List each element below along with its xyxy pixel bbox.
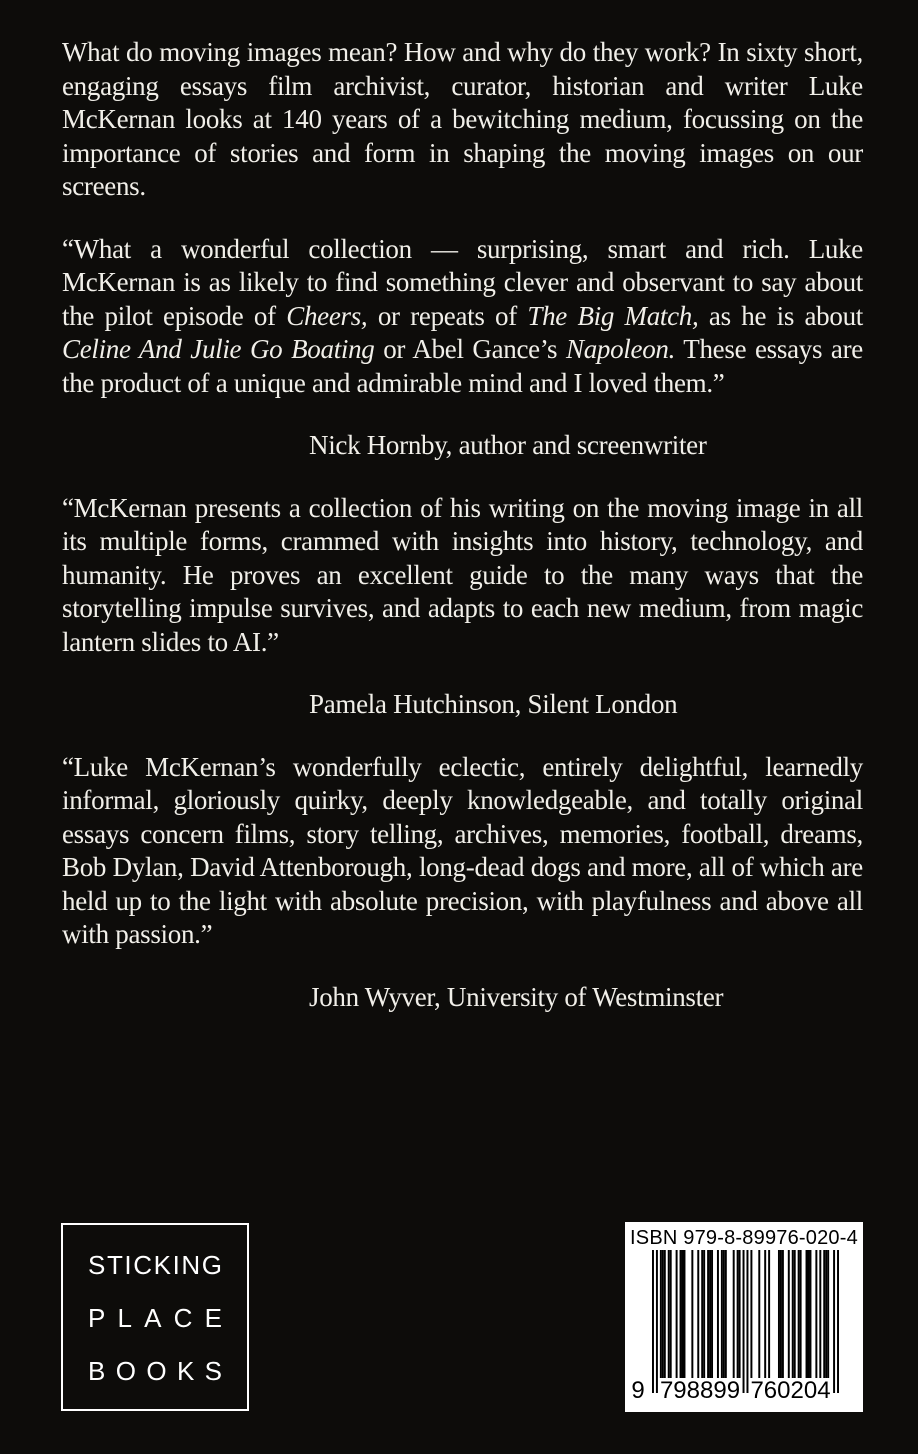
back-cover-text: [62, 36, 863, 1043]
logo-letter: C: [173, 1303, 193, 1333]
logo-letter: E: [204, 1303, 222, 1333]
logo-letter: P: [88, 1303, 106, 1333]
text-segment: “What a wonderful collection — surprising, smart and rich. Luke McKernan is as likely to find something clever and observant to say about the pilot episode of: [62, 233, 863, 331]
logo-letter: O: [146, 1356, 167, 1386]
barcode-bar: [707, 1250, 709, 1382]
barcode-bar: [670, 1250, 672, 1382]
barcode-bar: [768, 1250, 770, 1382]
barcode-bar: [798, 1250, 800, 1382]
italic-title-segment: The Big Match,: [527, 300, 699, 331]
barcode-bar: [664, 1250, 666, 1382]
barcode-bar: [808, 1250, 810, 1382]
barcode-bar: [823, 1250, 825, 1382]
barcode-bar: [739, 1250, 741, 1382]
barcode-bar: [746, 1250, 748, 1393]
barcode-bar: [725, 1250, 727, 1382]
barcode-bar: [697, 1250, 699, 1382]
logo-letter: S: [88, 1250, 106, 1280]
barcode-bar: [721, 1250, 723, 1382]
barcode-bar: [750, 1250, 752, 1382]
barcode-bar: [792, 1250, 794, 1382]
barcode-bar: [701, 1250, 703, 1382]
text-segment: or Abel Gance’s: [374, 334, 566, 364]
text-segment: “McKernan presents a collection of his writing on the moving image in all its multiple forms, crammed with insights into history, technology, and humanity. He proves an excellent guide to the many ways that the storytelling impulse survives, and adapts to each new medium, from magic lantern slides to AI.”: [62, 492, 863, 657]
barcode-digit-first: 9: [631, 1377, 645, 1404]
barcode-bar: [656, 1250, 658, 1393]
logo-letter: S: [204, 1356, 222, 1386]
barcode-bar: [764, 1250, 766, 1382]
logo-letter: A: [144, 1303, 162, 1333]
quote-john-wyver: [62, 751, 863, 952]
barcode-bar: [668, 1250, 670, 1382]
text-segment: or repeats of: [367, 300, 528, 331]
italic-title-segment: Cheers,: [286, 300, 368, 331]
logo-letter: K: [176, 1356, 195, 1386]
logo-letter: T: [106, 1250, 123, 1280]
barcode-bar: [652, 1250, 654, 1393]
barcode-bar: [825, 1250, 827, 1382]
italic-title-segment: Napoleon.: [566, 334, 676, 364]
logo-letter: I: [124, 1250, 132, 1280]
barcode-bar: [680, 1250, 682, 1382]
barcode-bar: [711, 1250, 713, 1382]
barcode-bar: [806, 1250, 808, 1382]
isbn-number-label: ISBN 979-8-89976-020-4: [630, 1227, 858, 1249]
barcode-bar: [837, 1250, 839, 1393]
attribution-pamela-hutchinson: Pamela Hutchinson, Silent London: [309, 689, 678, 719]
barcode-bar: [676, 1250, 678, 1382]
barcode-bar: [800, 1250, 802, 1382]
barcode-bar: [737, 1250, 739, 1382]
text-segment: These essays are the product of a unique and admirable mind and I loved them.”: [62, 334, 863, 398]
barcode-bar: [758, 1250, 760, 1382]
barcode-bar: [662, 1250, 664, 1382]
logo-letter: N: [181, 1250, 201, 1280]
publisher-logo: [61, 1223, 249, 1411]
barcode-bar: [809, 1250, 811, 1382]
publisher-logo-line-3: [88, 1358, 222, 1384]
barcode-bar: [778, 1250, 780, 1382]
logo-letter: C: [133, 1250, 153, 1280]
text-segment: “Luke McKernan’s wonderfully eclectic, entirely delightful, learnedly informal, gloriously quirky, deeply knowledgeable, and totally original essays concern films, story telling, archives, memories, football, dreams, Bob Dylan, David Attenborough, long-dead dogs and more, all of which are held up to the light with absolute precision, with playfulness and above all with passion.”: [62, 751, 863, 949]
logo-letter: O: [115, 1356, 136, 1386]
barcode-bar: [815, 1250, 817, 1382]
barcode-bar: [833, 1250, 835, 1393]
barcode-bar: [827, 1250, 829, 1382]
publisher-logo-inner: [63, 1225, 247, 1409]
barcode-bars: [652, 1250, 839, 1393]
logo-letter: K: [153, 1250, 171, 1280]
barcode-digit-group-2: 760204: [750, 1377, 831, 1404]
blurb-paragraph: What do moving images mean? How and why do they work? In sixty short, engaging essays film archivist, curator, historian and writer Luke McKernan looks at 140 years of a bewitching medium, focussing on the importance of stories and form in shaping the moving images on our screens.: [62, 37, 863, 201]
attribution-john-wyver: John Wyver, University of Westminster: [309, 981, 724, 1012]
logo-letter: I: [172, 1250, 180, 1280]
barcode-digit-group-1: 798899: [659, 1377, 741, 1404]
barcode-bar: [703, 1250, 705, 1382]
quote-pamela-hutchinson: [62, 492, 863, 660]
barcode-bar: [733, 1250, 735, 1382]
barcode-bar: [788, 1250, 790, 1382]
text-segment: as he is about: [698, 300, 863, 331]
barcode-bar: [683, 1250, 685, 1382]
attribution-nick-hornby: Nick Hornby, author and screenwriter: [309, 430, 707, 460]
isbn-barcode: [625, 1222, 863, 1412]
barcode-bar: [717, 1250, 719, 1382]
barcode-bar: [780, 1250, 782, 1382]
barcode-bar: [782, 1250, 784, 1382]
barcode-bar: [682, 1250, 684, 1382]
barcode-bar: [794, 1250, 796, 1382]
publisher-logo-line-2: [88, 1305, 222, 1331]
barcode-bar: [660, 1250, 662, 1382]
barcode-bar: [691, 1250, 693, 1382]
logo-letter: B: [88, 1356, 106, 1386]
logo-letter: L: [117, 1303, 132, 1333]
barcode-bar: [723, 1250, 725, 1382]
barcode-bar: [819, 1250, 821, 1382]
barcode-bar: [709, 1250, 711, 1382]
publisher-logo-line-1: [88, 1252, 222, 1278]
barcode-bar: [743, 1250, 745, 1393]
quote-nick-hornby: [62, 233, 863, 401]
italic-title-segment: Celine And Julie Go Boating: [62, 334, 375, 364]
logo-letter: G: [201, 1250, 222, 1280]
